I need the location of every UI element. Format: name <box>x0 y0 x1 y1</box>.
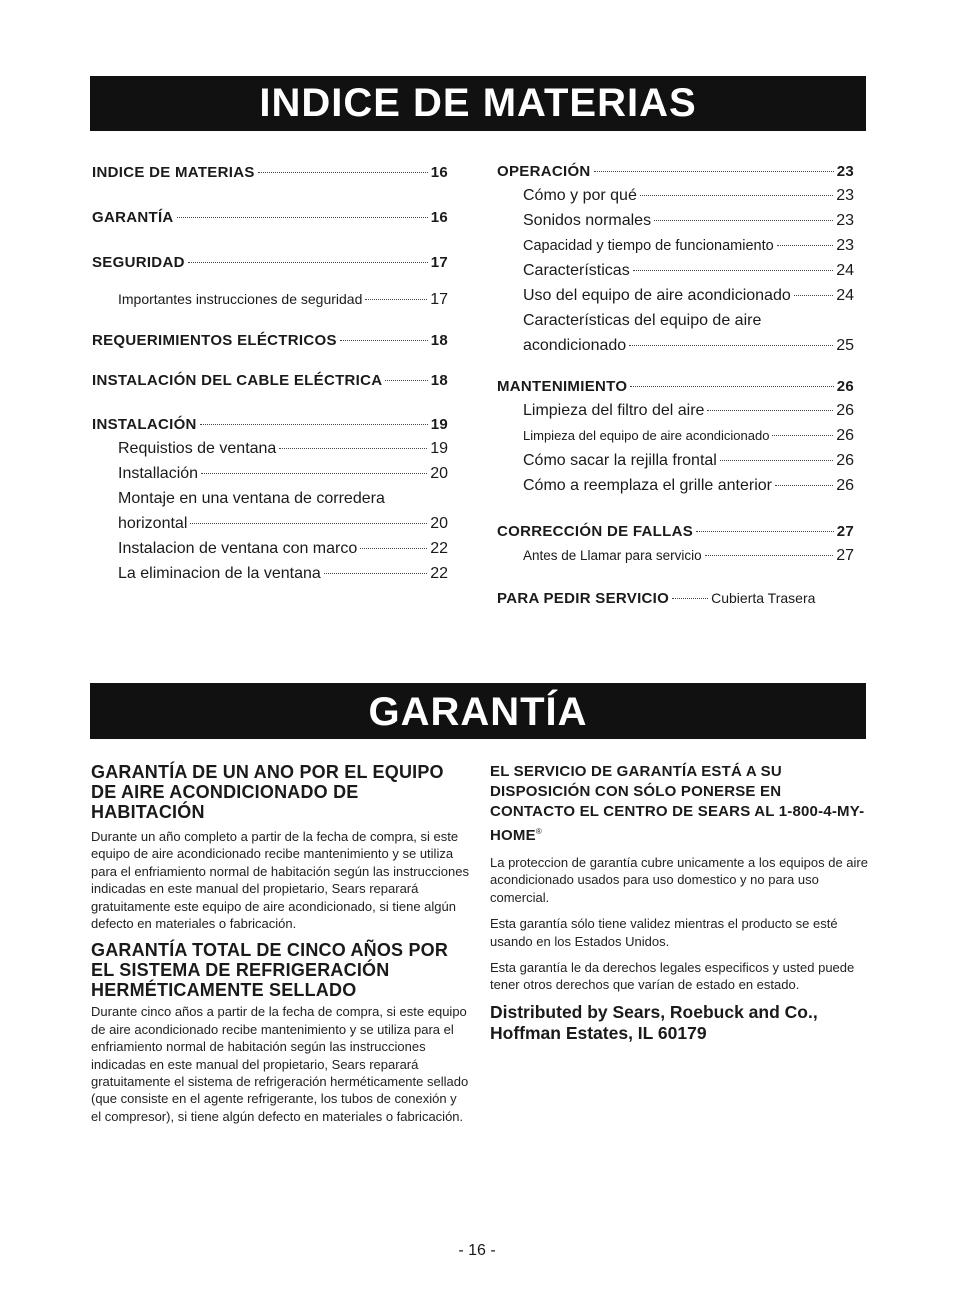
leader-dots <box>177 217 428 218</box>
toc-entry[interactable] <box>497 233 854 258</box>
toc-entry[interactable] <box>497 473 854 498</box>
toc-label: INDICE DE MATERIAS <box>92 164 255 181</box>
toc-left-column <box>92 162 448 586</box>
toc-label: Montaje en una ventana de corredera <box>118 490 385 507</box>
toc-page: 19 <box>430 416 448 433</box>
toc-entry[interactable] <box>497 543 854 568</box>
toc-label: Cómo sacar la rejilla frontal <box>523 452 717 469</box>
toc-page: Cubierta Trasera <box>711 590 816 606</box>
toc-label: Limpieza del equipo de aire acondicionado <box>523 428 770 443</box>
toc-label: Limpieza del filtro del aire <box>523 402 705 419</box>
toc-label: CORRECCIÓN DE FALLAS <box>497 523 694 540</box>
toc-entry[interactable] <box>92 207 448 229</box>
toc-label: MANTENIMIENTO <box>497 378 628 395</box>
leader-dots <box>672 598 708 599</box>
toc-page: 16 <box>430 164 448 181</box>
leader-dots <box>720 460 833 461</box>
leader-dots <box>200 424 428 425</box>
toc-entry[interactable] <box>497 258 854 283</box>
toc-page: 26 <box>836 378 854 395</box>
toc-page: 26 <box>836 452 854 469</box>
toc-label: INSTALACIÓN <box>92 416 197 433</box>
toc-label: REQUERIMIENTOS ELÉCTRICOS <box>92 332 337 349</box>
warranty-left-column <box>91 762 469 1125</box>
toc-page: 23 <box>836 212 854 229</box>
leader-dots <box>629 345 833 346</box>
toc-entry[interactable] <box>92 288 448 310</box>
toc-entry[interactable] <box>92 330 448 352</box>
toc-entry[interactable] <box>92 436 448 461</box>
toc-entry[interactable] <box>497 448 854 473</box>
warranty-right-column <box>490 762 868 1044</box>
toc-page: 26 <box>836 427 854 444</box>
toc-page: 17 <box>430 254 448 271</box>
leader-dots <box>385 380 427 381</box>
toc-label: Antes de Llamar para servicio <box>523 548 702 563</box>
leader-dots <box>279 448 427 449</box>
leader-dots <box>633 270 834 271</box>
toc-entry[interactable] <box>92 561 448 586</box>
toc-entry[interactable] <box>497 521 854 543</box>
warranty-service-heading-text: EL SERVICIO DE GARANTÍA ESTÁ A SU DISPOSICIÓN CON SÓLO PONERSE EN CONTACTO EL CENTRO DE SEARS AL 1-800-4-MY-HOME <box>490 763 865 844</box>
leader-dots <box>188 262 428 263</box>
toc-page: 19 <box>430 440 448 457</box>
toc-entry[interactable] <box>497 161 854 183</box>
toc-label: SEGURIDAD <box>92 254 185 271</box>
toc-entry[interactable] <box>92 461 448 486</box>
toc-entry-continued[interactable] <box>92 486 448 511</box>
toc-label: La eliminacion de la ventana <box>118 565 321 582</box>
leader-dots <box>630 386 833 387</box>
toc-entry[interactable] <box>92 536 448 561</box>
toc-label: GARANTÍA <box>92 209 174 226</box>
warranty-banner: GARANTÍA <box>90 683 866 739</box>
toc-entry[interactable] <box>92 162 448 184</box>
toc-entry[interactable] <box>497 283 854 308</box>
toc-label: Uso del equipo de aire acondicionado <box>523 287 791 304</box>
leader-dots <box>705 555 834 556</box>
leader-dots <box>775 485 833 486</box>
toc-entry[interactable] <box>497 333 854 358</box>
toc-page: 23 <box>836 187 854 204</box>
distributor-statement: Distributed by Sears, Roebuck and Co., Hoffman Estates, IL 60179 <box>490 1001 818 1043</box>
toc-entry[interactable] <box>497 208 854 233</box>
toc-label: Cómo y por qué <box>523 187 637 204</box>
toc-page: 18 <box>430 372 448 389</box>
toc-label: Características del equipo de aire <box>523 312 762 329</box>
leader-dots <box>201 473 427 474</box>
toc-page: 18 <box>430 332 448 349</box>
toc-entry[interactable] <box>497 183 854 208</box>
warranty-coverage-text: La proteccion de garantía cubre unicamente a los equipos de aire acondicionado usados para uso domestico y no para uso comercial. <box>490 855 868 905</box>
toc-banner: INDICE DE MATERIAS <box>90 76 866 131</box>
toc-page: 24 <box>836 287 854 304</box>
leader-dots <box>640 195 833 196</box>
toc-entry[interactable] <box>497 587 854 609</box>
toc-page: 17 <box>430 291 448 308</box>
toc-label: Instalacion de ventana con marco <box>118 540 358 557</box>
toc-entry-continued[interactable] <box>497 308 854 333</box>
toc-page: 24 <box>836 262 854 279</box>
toc-page: 20 <box>430 515 448 532</box>
toc-label: Importantes instrucciones de seguridad <box>118 291 363 307</box>
toc-page: 27 <box>836 547 854 564</box>
toc-label: Capacidad y tiempo de funcionamiento <box>523 238 774 254</box>
toc-page: 16 <box>430 209 448 226</box>
five-year-warranty-heading: GARANTÍA TOTAL DE CINCO AÑOS POR EL SISTEMA DE REFRIGERACIÓN HERMÉTICAMENTE SELLADO <box>91 940 449 1001</box>
leader-dots <box>324 573 427 574</box>
leader-dots <box>594 171 834 172</box>
toc-entry[interactable] <box>497 423 854 448</box>
leader-dots <box>654 220 833 221</box>
leader-dots <box>772 435 833 436</box>
toc-entry[interactable] <box>92 414 448 436</box>
leader-dots <box>777 245 834 246</box>
toc-entry[interactable] <box>92 370 448 392</box>
warranty-validity-text: Esta garantía sólo tiene validez mientras el producto se esté usando en los Estados Unidos. <box>490 916 838 949</box>
toc-entry[interactable] <box>92 252 448 274</box>
leader-dots <box>794 295 833 296</box>
toc-entry[interactable] <box>497 398 854 423</box>
toc-page: 22 <box>430 540 448 557</box>
toc-label: Sonidos normales <box>523 212 652 229</box>
leader-dots <box>360 548 427 549</box>
toc-label: PARA PEDIR SERVICIO <box>497 590 670 607</box>
toc-entry[interactable] <box>92 511 448 536</box>
five-year-warranty-text: Durante cinco años a partir de la fecha de compra, si este equipo de aire acondicionado recibe mantenimiento y se utiliza para el enfriamiento normal de habitación según las instrucciones indicadas en este manual del propietario, Sears reparará gratuitamente el sistema de refrigeración herméticamente sellado (que consiste en el agente refrigerante, los tubos de conexión y el compresor), si tiene algún defecto en materiales o fabricación. <box>91 1004 469 1124</box>
leader-dots <box>190 523 427 524</box>
warranty-rights-text: Esta garantía le da derechos legales especificos y usted puede tener otros derechos que varían de estado en estado. <box>490 960 855 993</box>
toc-label: Características <box>523 262 630 279</box>
one-year-warranty-text: Durante un año completo a partir de la fecha de compra, si este equipo de aire acondicionado recibe mantenimiento y se utiliza para el enfriamiento normal de habitación según las instrucciones indicadas en este manual del propietario, Sears reparará gratuitamente este equipo de aire acondicionado, si tiene algún defecto en materiales o fabricación. <box>91 829 469 932</box>
leader-dots <box>365 299 427 300</box>
toc-page: 23 <box>836 163 854 180</box>
toc-label: Cómo a reemplaza el grille anterior <box>523 477 772 494</box>
page-number: - 16 - <box>458 1242 496 1259</box>
toc-entry[interactable] <box>497 376 854 398</box>
leader-dots <box>696 531 834 532</box>
toc-label: Installación <box>118 465 199 482</box>
leader-dots <box>258 172 428 173</box>
toc-page: 22 <box>430 565 448 582</box>
toc-label: INSTALACIÓN DEL CABLE ELÉCTRICA <box>92 372 383 389</box>
toc-page: 25 <box>836 337 854 354</box>
one-year-warranty-heading: GARANTÍA DE UN ANO POR EL EQUIPO DE AIRE ACONDICIONADO DE HABITACIÓN <box>91 762 444 822</box>
registered-mark: ® <box>535 827 542 836</box>
toc-right-column <box>497 161 854 609</box>
toc-page: 26 <box>836 402 854 419</box>
toc-label: acondicionado <box>523 337 627 354</box>
toc-label: OPERACIÓN <box>497 163 591 180</box>
toc-page: 27 <box>836 523 854 540</box>
toc-page: 26 <box>836 477 854 494</box>
leader-dots <box>707 410 833 411</box>
toc-label: Requistios de ventana <box>118 440 277 457</box>
warranty-service-heading <box>490 762 868 846</box>
toc-page: 23 <box>836 237 854 254</box>
leader-dots <box>340 340 428 341</box>
toc-label: horizontal <box>118 515 188 532</box>
toc-page: 20 <box>430 465 448 482</box>
